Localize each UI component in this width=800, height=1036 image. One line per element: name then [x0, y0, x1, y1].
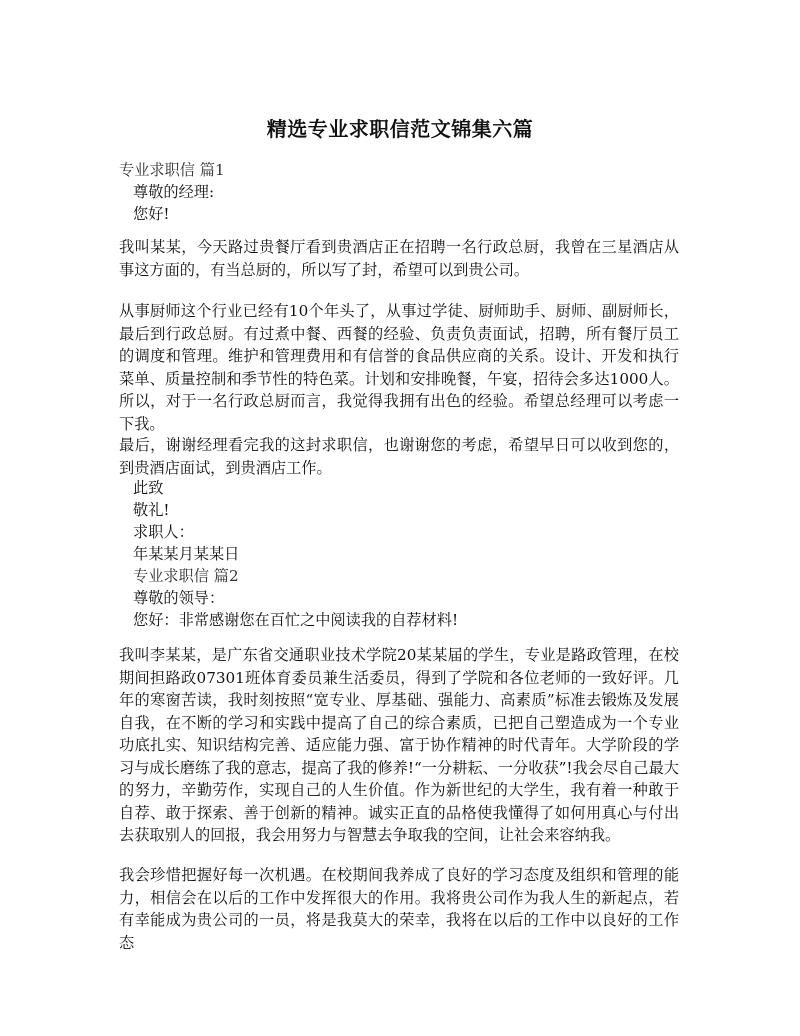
letter1-paragraph-2: 从事厨师这个行业已经有10个年头了，从事过学徒、厨师助手、厨师、副厨师长，最后到行政总厨。有过煮中餐、西餐的经验、负责负责面试，招聘，所有餐厅员工的调度和管理。维护和管理费用和有信誉的食品供应商的关系。设计、开发和执行菜单、质量控制和季节性的特色菜。计划和安排晚餐，午宴，招待会多达1000人。所以，对于一名行政总厨而言，我觉得我拥有出色的经验。希望总经理可以考虑一下我。 — [119, 302, 679, 433]
letter2-heading: 专业求职信 篇2 — [133, 567, 239, 585]
letter2-paragraph-2: 我会珍惜把握好每一次机遇。在校期间我养成了良好的学习态度及组织和管理的能力，相信会在以后的工作中发挥很大的作用。我将贵公司作为我人生的新起点，若有幸能成为贵公司的一员，将是我莫大的荣幸，我将在以后的工作中以良好的工作态 — [119, 866, 679, 952]
document-title: 精选专业求职信范文锦集六篇 — [266, 117, 534, 141]
letter1-paragraph-1: 我叫某某，今天路过贵餐厅看到贵酒店正在招聘一名行政总厨，我曾在三星酒店从事这方面的，有当总厨的，所以写了封，希望可以到贵公司。 — [119, 238, 679, 279]
letter2-paragraph-1: 我叫李某某，是广东省交通职业技术学院20某某届的学生，专业是路政管理，在校期间担路政07301班体育委员兼生活委员，得到了学院和各位老师的一致好评。几年的寒窗苦读，我时刻按照“宽专业、厚基础、强能力、高素质”标准去锻炼及发展自我，在不断的学习和实践中提高了自己的综合素质，已把自己塑造成为一个专业功底扎实、知识结构完善、适应能力强、富于协作精神的时代青年。大学阶段的学习与成长磨练了我的意志，提高了我的修养!“一分耕耘、一分收获”!我会尽自己最大的努力，辛勤劳作，实现自己的人生价值。作为新世纪的大学生，我有着一种敢于自荐、敢于探索、善于创新的精神。诚实正直的品格使我懂得了如何用真心与付出去获取别人的回报，我会用努力与智慧去争取我的空间，让社会来容纳我。 — [119, 646, 679, 844]
letter1-paragraph-3: 最后，谢谢经理看完我的这封求职信，也谢谢您的考虑，希望早日可以收到您的，到贵酒店面试，到贵酒店工作。 — [119, 436, 679, 477]
letter1-heading: 专业求职信 篇1 — [119, 161, 225, 179]
letter2-salutation: 尊敬的领导： — [133, 589, 225, 607]
letter1-closing: 此致 — [133, 479, 164, 497]
letter1-greeting: 您好! — [133, 205, 170, 223]
letter1-date: 年某某月某某日 — [133, 545, 240, 563]
letter1-signature: 求职人： — [133, 523, 194, 541]
letter1-salutation: 尊敬的经理: — [133, 183, 215, 201]
letter2-greeting: 您好：非常感谢您在百忙之中阅读我的自荐材料! — [133, 611, 459, 629]
letter1-regards: 敬礼! — [133, 501, 170, 519]
